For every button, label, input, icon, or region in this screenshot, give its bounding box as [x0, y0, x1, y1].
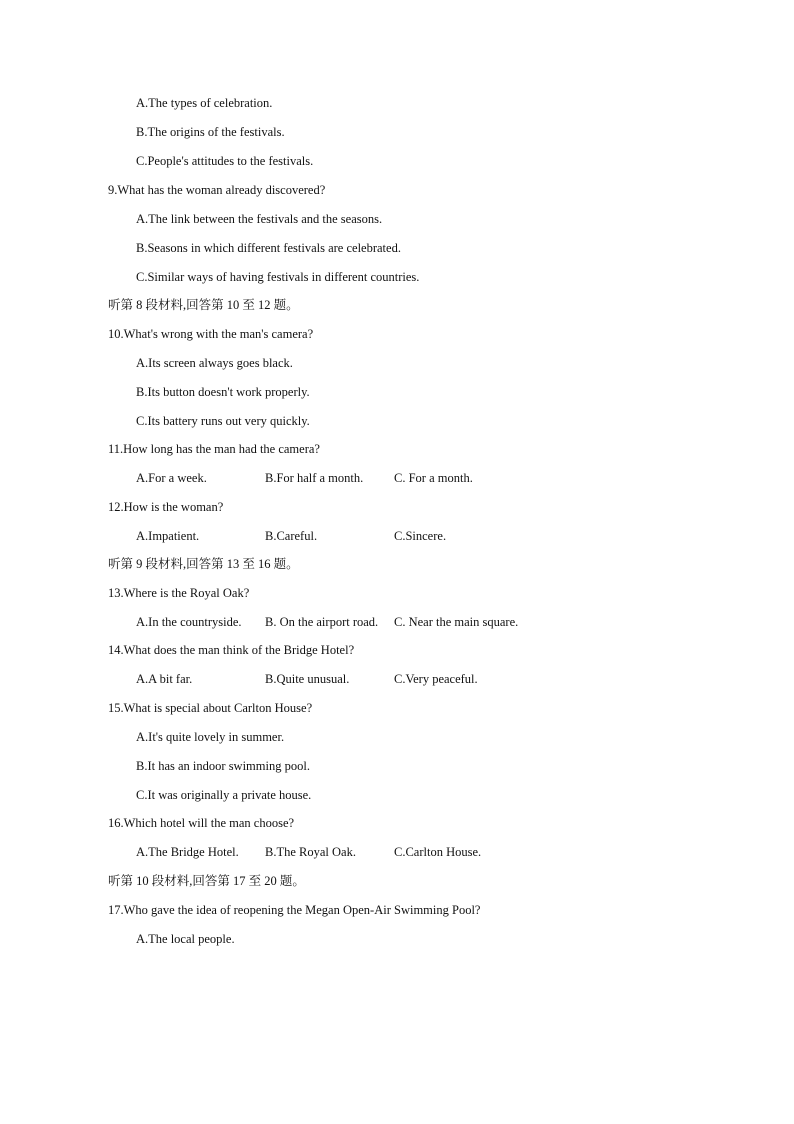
- option-9b: B.Seasons in which different festivals are celebrated.: [136, 241, 401, 255]
- option-14c: C.Very peaceful.: [394, 672, 478, 686]
- option-13b: B. On the airport road.: [265, 615, 379, 629]
- question-10: 10.What's wrong with the man's camera?: [108, 327, 314, 341]
- section-instruction-9: 听第 9 段材料,回答第 13 至 16 题。: [108, 557, 299, 571]
- option-17a: A.The local people.: [136, 932, 235, 946]
- section-instruction-8: 听第 8 段材料,回答第 10 至 12 题。: [108, 298, 299, 312]
- question-17: 17.Who gave the idea of reopening the Megan Open-Air Swimming Pool?: [108, 903, 481, 917]
- question-11: 11.How long has the man had the camera?: [108, 442, 320, 456]
- option-13a: A.In the countryside.: [136, 615, 242, 629]
- option-16b: B.The Royal Oak.: [265, 845, 356, 859]
- option-16c: C.Carlton House.: [394, 845, 482, 859]
- section-instruction-10: 听第 10 段材料,回答第 17 至 20 题。: [108, 874, 305, 888]
- option-9c: C.Similar ways of having festivals in different countries.: [136, 270, 420, 284]
- option-15a: A.It's quite lovely in summer.: [136, 730, 285, 744]
- option-15b: B.It has an indoor swimming pool.: [136, 759, 310, 773]
- option-12a: A.Impatient.: [136, 529, 200, 543]
- option-10a: A.Its screen always goes black.: [136, 356, 293, 370]
- option-11c: C. For a month.: [394, 471, 473, 485]
- question-14: 14.What does the man think of the Bridge Hotel?: [108, 643, 355, 657]
- option-12c: C.Sincere.: [394, 529, 447, 543]
- question-16: 16.Which hotel will the man choose?: [108, 816, 295, 830]
- option-9a: A.The link between the festivals and the seasons.: [136, 212, 383, 226]
- option-8c: C.People's attitudes to the festivals.: [136, 154, 314, 168]
- option-14a: A.A bit far.: [136, 672, 193, 686]
- option-11a: A.For a week.: [136, 471, 207, 485]
- option-15c: C.It was originally a private house.: [136, 788, 312, 802]
- option-11b: B.For half a month.: [265, 471, 364, 485]
- option-14b: B.Quite unusual.: [265, 672, 350, 686]
- question-15: 15.What is special about Carlton House?: [108, 701, 313, 715]
- option-13c: C. Near the main square.: [394, 615, 519, 629]
- option-12b: B.Careful.: [265, 529, 318, 543]
- question-13: 13.Where is the Royal Oak?: [108, 586, 250, 600]
- option-8b: B.The origins of the festivals.: [136, 125, 285, 139]
- option-10b: B.Its button doesn't work properly.: [136, 385, 310, 399]
- option-10c: C.Its battery runs out very quickly.: [136, 414, 310, 428]
- option-8a: A.The types of celebration.: [136, 96, 273, 110]
- question-9: 9.What has the woman already discovered?: [108, 183, 326, 197]
- question-12: 12.How is the woman?: [108, 500, 224, 514]
- option-16a: A.The Bridge Hotel.: [136, 845, 239, 859]
